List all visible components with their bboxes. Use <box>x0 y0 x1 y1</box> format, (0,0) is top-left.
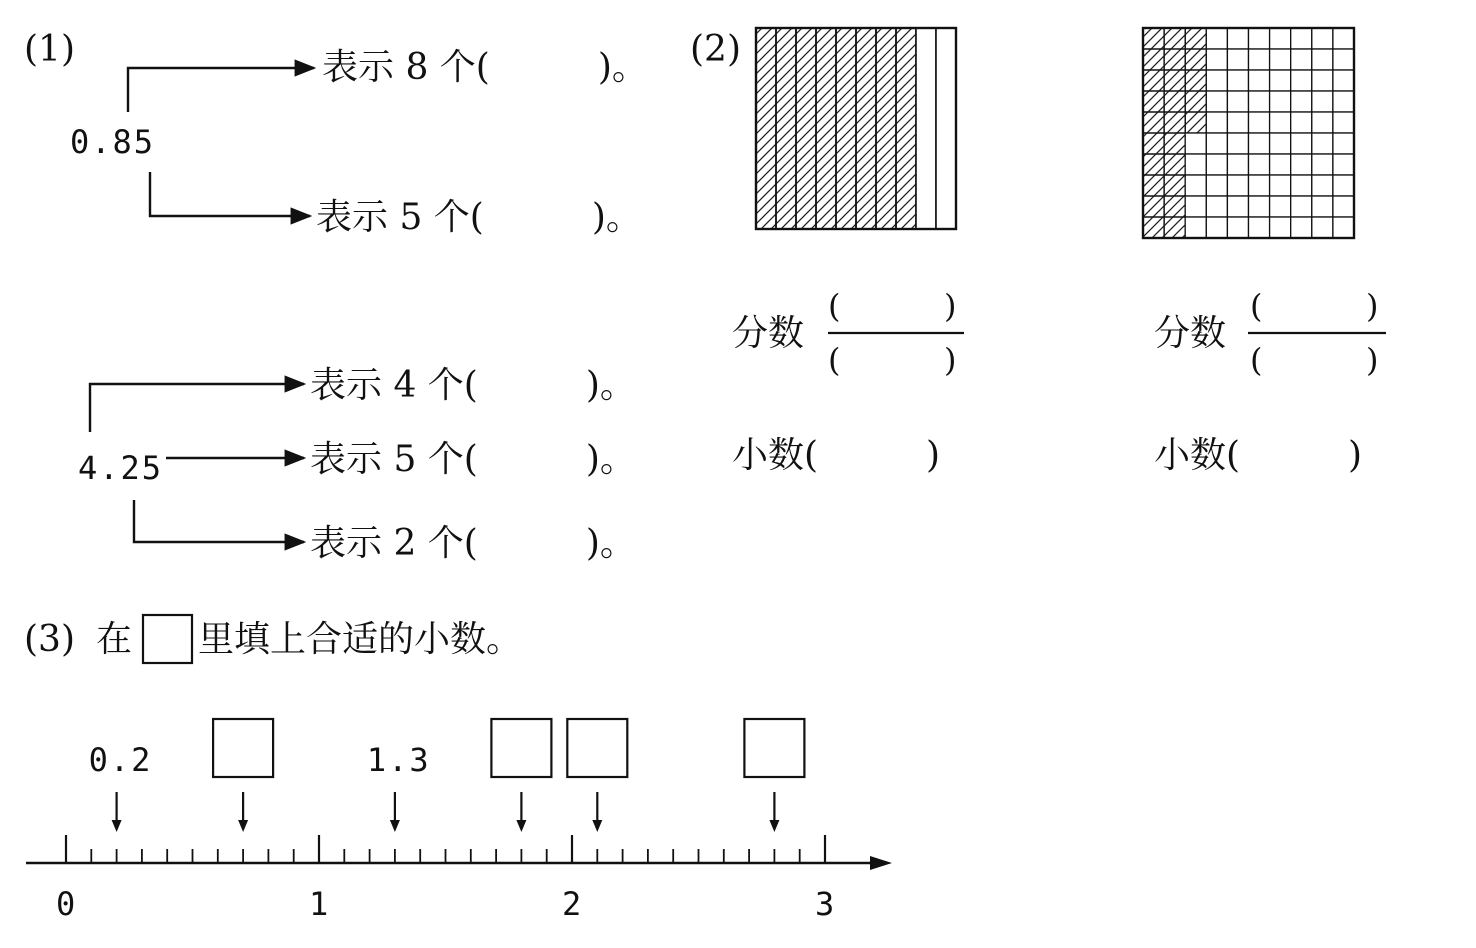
grid-cell <box>1312 49 1333 70</box>
grid-cell <box>1249 217 1270 238</box>
grid-cell <box>1143 175 1164 196</box>
number-085: 0.85 <box>70 123 156 161</box>
grid-cell <box>1227 196 1248 217</box>
grid-column <box>836 28 856 229</box>
prompt-after: 里填上合适的小数。 <box>198 619 523 660</box>
grid-column <box>796 28 816 229</box>
grid-cell <box>1185 217 1206 238</box>
number-425: 4.25 <box>78 449 164 487</box>
grid-cell <box>1249 70 1270 91</box>
arrow-tenths-085 <box>128 68 314 112</box>
tick-label: 1 <box>309 885 331 923</box>
grid-cell <box>1164 133 1185 154</box>
arrow-ones-425 <box>90 384 304 432</box>
grid-cell <box>1206 49 1227 70</box>
numerator-open-right: ( <box>1250 287 1263 325</box>
blank-point-down-arrow-icon <box>769 820 779 832</box>
grid-cell <box>1185 154 1206 175</box>
grid-cell <box>1206 154 1227 175</box>
grid-cell <box>1270 70 1291 91</box>
grid-cell <box>1143 28 1164 49</box>
given-point-down-arrow-icon <box>112 820 122 832</box>
grid-cell <box>1164 91 1185 112</box>
grid-cell <box>1206 175 1227 196</box>
grid-cell <box>1270 112 1291 133</box>
grid-cell <box>1291 28 1312 49</box>
denominator-open-right: ( <box>1250 341 1263 379</box>
grid-cell <box>1333 112 1354 133</box>
grid-cell <box>1143 217 1164 238</box>
grid-cell <box>1164 112 1185 133</box>
grid-cell <box>1270 91 1291 112</box>
grid-cell <box>1270 217 1291 238</box>
grid-cell <box>1291 112 1312 133</box>
grid-cell <box>1312 70 1333 91</box>
arrow-hundredths-085 <box>150 172 310 216</box>
decimal-answer-right: 小数( ) <box>1154 435 1363 476</box>
row-425-tenths: 表示 5 个( )。 <box>310 439 636 480</box>
grid-cell <box>1312 91 1333 112</box>
grid-cell <box>1206 112 1227 133</box>
grid-cell <box>1164 49 1185 70</box>
grid-cell <box>1206 91 1227 112</box>
grid-cell <box>1333 28 1354 49</box>
grid-cell <box>1270 154 1291 175</box>
grid-column <box>776 28 796 229</box>
grid-cell <box>1270 196 1291 217</box>
denominator-close-left: ) <box>944 341 957 379</box>
grid-cell <box>1291 175 1312 196</box>
grid-cell <box>1333 196 1354 217</box>
numerator-close-left: ) <box>944 287 957 325</box>
grid-cell <box>1227 49 1248 70</box>
tick-label: 2 <box>562 885 584 923</box>
grid-cell <box>1333 70 1354 91</box>
prompt-before: 在 <box>96 619 133 660</box>
grid-cell <box>1333 133 1354 154</box>
grid-cell <box>1143 70 1164 91</box>
given-point-label: 0.2 <box>88 741 153 779</box>
fraction-label-right: 分数 <box>1154 313 1227 354</box>
grid-cell <box>1291 133 1312 154</box>
grid-cell <box>1185 49 1206 70</box>
grid-cell <box>1227 154 1248 175</box>
given-point-down-arrow-icon <box>390 820 400 832</box>
tick-label: 0 <box>56 885 78 923</box>
grid-cell <box>1333 175 1354 196</box>
grid-cell <box>1164 196 1185 217</box>
tick-label: 3 <box>815 885 837 923</box>
grid-cell <box>1143 49 1164 70</box>
answer-box[interactable] <box>491 719 551 777</box>
grid-cell <box>1291 49 1312 70</box>
row-425-ones: 表示 4 个( )。 <box>310 365 636 406</box>
grid-cell <box>1185 28 1206 49</box>
grid-cell <box>1249 175 1270 196</box>
fraction-label-left: 分数 <box>732 313 805 354</box>
decimal-answer-left: 小数( ) <box>732 435 941 476</box>
grid-cell <box>1291 70 1312 91</box>
grid-cell <box>1312 154 1333 175</box>
grid-cell <box>1312 196 1333 217</box>
grid-cell <box>1249 154 1270 175</box>
row-425-hundredths: 表示 2 个( )。 <box>310 523 636 564</box>
grid-column <box>876 28 896 229</box>
grid-cell <box>1227 70 1248 91</box>
numerator-close-right: ) <box>1366 287 1379 325</box>
grid-cell <box>1164 28 1185 49</box>
numerator-open-left: ( <box>828 287 841 325</box>
grid-cell <box>1249 28 1270 49</box>
part1-label: (1) <box>24 29 75 70</box>
grid-cell <box>1143 112 1164 133</box>
grid-cell <box>1333 91 1354 112</box>
grid-cell <box>1206 217 1227 238</box>
grid-cell <box>1333 217 1354 238</box>
tenths-grid <box>756 28 956 229</box>
grid-cell <box>1185 70 1206 91</box>
grid-cell <box>1312 217 1333 238</box>
answer-box[interactable] <box>567 719 627 777</box>
grid-cell <box>1249 133 1270 154</box>
grid-cell <box>1206 133 1227 154</box>
grid-cell <box>1206 70 1227 91</box>
blank-point-down-arrow-icon <box>516 820 526 832</box>
grid-cell <box>1227 28 1248 49</box>
given-point-label: 1.3 <box>366 741 431 779</box>
grid-cell <box>1333 154 1354 175</box>
grid-column <box>936 28 956 229</box>
grid-cell <box>1143 91 1164 112</box>
grid-cell <box>1206 196 1227 217</box>
grid-cell <box>1249 91 1270 112</box>
grid-cell <box>1270 175 1291 196</box>
grid-cell <box>1270 49 1291 70</box>
grid-cell <box>1206 28 1227 49</box>
grid-cell <box>1185 133 1206 154</box>
grid-cell <box>1143 133 1164 154</box>
grid-cell <box>1291 91 1312 112</box>
grid-cell <box>1164 154 1185 175</box>
grid-cell <box>1291 217 1312 238</box>
grid-cell <box>1291 154 1312 175</box>
row-085-tenths: 表示 8 个( )。 <box>322 47 648 88</box>
grid-cell <box>1249 49 1270 70</box>
grid-cell <box>1312 28 1333 49</box>
grid-cell <box>1227 217 1248 238</box>
row-085-hundredths: 表示 5 个( )。 <box>316 197 642 238</box>
grid-cell <box>1227 112 1248 133</box>
grid-column <box>856 28 876 229</box>
number-line <box>26 719 892 870</box>
grid-cell <box>1227 133 1248 154</box>
part2-label: (2) <box>690 29 741 70</box>
grid-cell <box>1185 196 1206 217</box>
grid-cell <box>1185 91 1206 112</box>
blank-point-down-arrow-icon <box>592 820 602 832</box>
grid-column <box>756 28 776 229</box>
axis-arrow-icon <box>870 856 892 870</box>
grid-cell <box>1312 175 1333 196</box>
grid-cell <box>1227 175 1248 196</box>
arrow-hundredths-425 <box>134 500 304 542</box>
answer-box[interactable] <box>744 719 804 777</box>
grid-column <box>896 28 916 229</box>
part3-label: (3) <box>24 619 75 660</box>
grid-cell <box>1164 217 1185 238</box>
grid-cell <box>1227 91 1248 112</box>
grid-cell <box>1270 28 1291 49</box>
prompt-box-icon <box>143 615 192 663</box>
grid-cell <box>1291 196 1312 217</box>
grid-cell <box>1249 112 1270 133</box>
grid-cell <box>1312 133 1333 154</box>
grid-cell <box>1143 154 1164 175</box>
arrows-085 <box>128 68 314 216</box>
hundredths-grid <box>1143 28 1354 238</box>
grid-cell <box>1270 133 1291 154</box>
grid-column <box>916 28 936 229</box>
grid-cell <box>1185 112 1206 133</box>
grid-cell <box>1185 175 1206 196</box>
grid-cell <box>1164 70 1185 91</box>
grid-cell <box>1333 49 1354 70</box>
grid-cell <box>1249 196 1270 217</box>
answer-box[interactable] <box>213 719 273 777</box>
denominator-open-left: ( <box>828 341 841 379</box>
grid-cell <box>1143 196 1164 217</box>
grid-cell <box>1164 175 1185 196</box>
blank-point-down-arrow-icon <box>238 820 248 832</box>
denominator-close-right: ) <box>1366 341 1379 379</box>
grid-cell <box>1312 112 1333 133</box>
grid-column <box>816 28 836 229</box>
